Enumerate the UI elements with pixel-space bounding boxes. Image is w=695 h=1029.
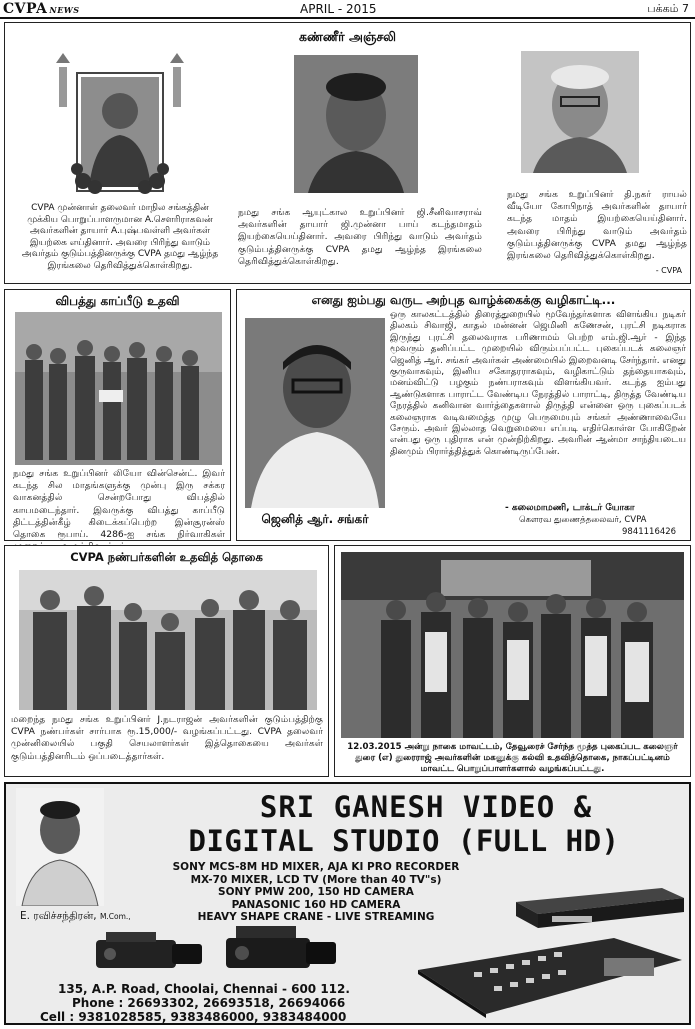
ad-person-degree: M.Com.,: [99, 912, 131, 921]
tribute-text-1: CVPA முன்னாள் தலைவர் மாநில சங்கத்தின் முக்கிய பொறுப்பாளருமான A.சௌரிராகவன் அவர்களின் தாயார் A.புஷ்பவள்ளி அவர்கள் இயற்கை எய்தினார். அவரை பிரிந்து வாடும் அவர்தம் குடும்பத்தினருக்கு CVPA தமது ஆழ்ந்த இரங்கலை தெரிவித்துக்கொள்கிறது.: [21, 203, 219, 271]
header-rule: [0, 17, 695, 19]
ad-person-name-text: E. ரவிச்சந்திரன்,: [20, 910, 97, 922]
ad-line-4: PANASONIC 160 HD CAMERA: [231, 898, 401, 911]
mixer-illustration: [414, 934, 684, 1018]
ad-person-photo: [16, 788, 104, 906]
tribute-text-3: நமது சங்க உறுப்பினர் தி.நகர் ராயல் வீடியோ கோபிநாத் அவர்களின் தாயார் கடந்த மாதம் இயற்கையெய்தினார். அவரை பிரிந்து வாடும் அவர்தம் குடும்பத்தினருக்கு CVPA தமது ஆழ்ந்த இரங்கலை தெரிவித்துக்கொள்கிறது.: [507, 189, 687, 262]
members-aid-section: [4, 545, 329, 777]
accident-photo: [15, 312, 222, 465]
members-aid-title: CVPA நண்பர்களின் உதவித் தொகை: [70, 550, 263, 564]
ad-line-3: SONY PMW 200, 150 HD CAMERA: [218, 886, 414, 899]
ad-equipment-list: [136, 861, 496, 924]
members-aid-photo: [19, 570, 317, 710]
tribute-photo-2: [294, 55, 418, 193]
guide-sign-3: 9841116426: [622, 527, 677, 537]
tribute-title: கண்ணீர் அஞ்சலி: [298, 29, 397, 44]
guide-sign-1: - கலைமாமணி, டாக்டர் யோகா: [505, 503, 635, 513]
camera-illustration-1: [86, 926, 206, 978]
ad-headline-2: DIGITAL STUDIO (FULL HD): [188, 824, 620, 858]
brand-sub: NEWS: [49, 5, 80, 15]
accident-section: [4, 289, 231, 541]
guide-sign-2: கௌரவ துணைத்தலைவர், CVPA: [519, 515, 647, 525]
nagai-caption: 12.03.2015 அன்று நாகை மாவட்டம், தேவூரைச் சேர்ந்த மூத்த புகைப்பட கலைஞர் துரை (எ) துரைராஜ் அவர்களின் மகனுக்கு கல்வி உதவித்தொகை, நாகப்பட்டினம் மாவட்ட பொறுப்பாளர்களால் வழங்கப்பட்டது.: [347, 742, 678, 774]
tribute-photo-3: [521, 51, 639, 173]
tribute-text-2: நமது சங்க ஆயுட்கால உறுப்பினர் ஜி.சீனிவாசராவ் அவர்களின் தாயார் ஜி.முன்னா பாய் கடந்தமாதம் இயற்கையெய்தினார். அவரை பிரிந்து வாடும் அவர்தம் குடும்பத்தினருக்கு CVPA தமது ஆழ்ந்த இரங்கலை தெரிவித்துக்கொள்கிறது.: [238, 207, 482, 267]
ad-person-name: [20, 910, 131, 923]
issue-date: APRIL - 2015: [300, 2, 377, 16]
tribute-section: [4, 22, 691, 284]
nagai-photo: [341, 552, 684, 738]
ad-line-5: HEAVY SHAPE CRANE - LIVE STREAMING: [197, 911, 435, 924]
brand-name: CVPA: [3, 1, 48, 17]
page-number: பக்கம் 7: [647, 2, 689, 15]
ad-line-1: SONY MCS-8M HD MIXER, AJA KI PRO RECORDER: [172, 861, 460, 873]
framed-portrait: [55, 51, 185, 201]
ad-line-2: MX-70 MIXER, LCD TV (More than 40 TV"s): [190, 873, 442, 886]
ad-cell: Cell : 9381028585, 9383486000, 9383484000: [40, 1010, 347, 1024]
ad-address: 135, A.P. Road, Choolai, Chennai - 600 112.: [58, 982, 350, 996]
tribute-sign: - CVPA: [655, 266, 682, 275]
camera-illustration-2: [218, 922, 338, 978]
guide-section: [236, 289, 691, 541]
brand-logo: [3, 1, 80, 17]
ad-phone: Phone : 26693302, 26693518, 26694066: [72, 996, 346, 1010]
guide-title: எனது ஐம்பது வருட அற்புத வாழ்க்கைக்கு வழிகாட்டி...: [311, 293, 616, 307]
accident-title: விபத்து காப்பீடு உதவி: [55, 294, 180, 308]
nagai-section: [334, 545, 691, 777]
guide-photo: [245, 318, 385, 508]
ad-headline-1: SRI GANESH VIDEO &: [259, 790, 593, 824]
members-aid-text: மறைந்த நமது சங்க உறுப்பினர் J.நடராஜன் அவர்களின் குடும்பத்திற்கு CVPA நண்பர்கள் சார்பாக ரூ.15,000/- வழங்கப்பட்டது. CVPA தலைவர் முன்னிலையில் பகுதி செயலாளர்கள் இத்தொகையை அவர்கள் குடும்பத்தினரிடம் ஒப்படைத்தார்கள்.: [11, 714, 323, 762]
accident-text: நமது சங்க உறுப்பினர் லியோ வின்சென்ட். இவர் கடந்த சில மாதங்களுக்கு முன்பு இரு சக்கர வாகனத்தில் சென்றபோது விபத்தில் காயமடைந்தார். இவருக்கு விபத்து காப்பீடு திட்டத்தின்கீழ் கிடைக்கப்பெற்ற இன்சூரன்ஸ் தொகை ரூபாய். 4286-ஐ சங்க நிர்வாகிகள்: [13, 468, 225, 541]
recorder-illustration: [512, 884, 686, 930]
studio-ad: [4, 782, 691, 1025]
guide-text: ஒரு காலகட்டத்தில் திரைத்துறையில் மூவேந்தர்களாக விளங்கிய நடிகர் திலகம் சிவாஜி, காதல் மன்னன் ஜெமினி கணேசன், புரட்சி நடிகராக இருந்து புரட்சி தலைவராக பரிணாமம் பெற்ற எம்.ஜி.ஆர் - இந்த மூவரும் தனிப்பட்ட முறையில் விரும்பப்பட்ட புகைப்படக் கலைஞர் ஜெனித் ஆர். சங்கர் அவர்கள் அண்மையில் இறைவனடி சேர்ந்தார். எனது குருவாகவும், இனிய சகோதரராகவும், வழிகாட்டும் தந்தையாகவும், மனம்விட்டு பழகும் நண்பராகவும் விளங்கியவர். கடந்த ஐம்பது ஆண்டுகளாக பாராட்ட வேண்டிய நேரத்தில் பாராட்டி, திருத்த வேண்டிய நேரத்தில் கனிவான வார்த்தைகளால் திருத்தி என்னை ஒரு புகைப்படக் கலைஞராக வடிவமைத்த முழு பெருமையும் சங்கர் அண்ணாவையே சேரும். அவர் இல்லாத வெறுமையை எப்படி எதிர்கொள்ள போகிறேன் என்பது ஒரு புதிராக என் முன்நிற்கிறது. அவரின் ஆன்மா சாந்தியடைய தினமும் பிரார்த்தித்துக் கொண்டிருப்பேன்.: [390, 310, 686, 457]
guide-photo-caption: ஜெனித் ஆர். சங்கர்: [261, 512, 369, 526]
